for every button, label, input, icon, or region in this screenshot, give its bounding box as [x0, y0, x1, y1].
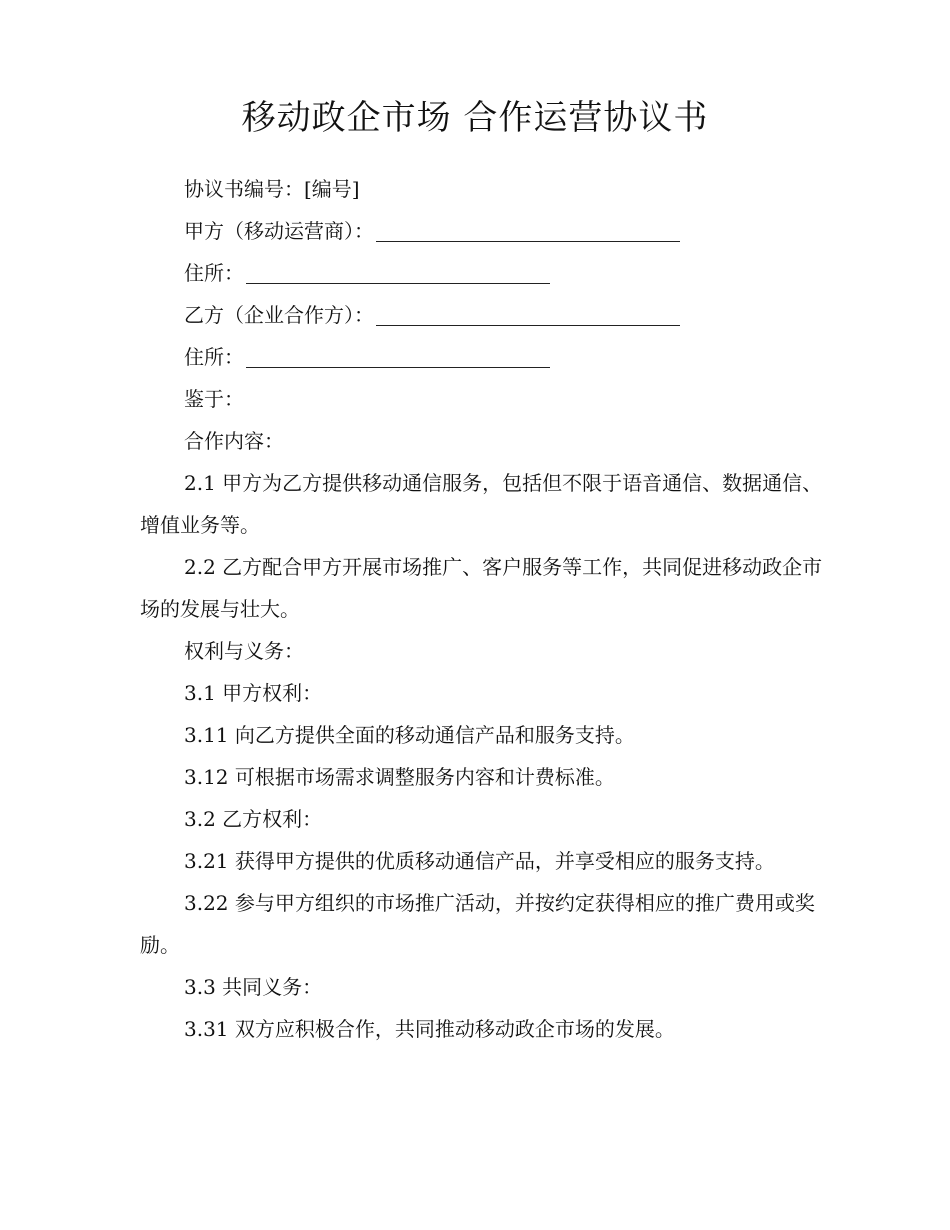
party-a-label: 甲方（移动运营商）：	[184, 219, 374, 243]
clause-3-31: 3.31 双方应积极合作，共同推动移动政企市场的发展。	[184, 1017, 675, 1041]
party-b-blank	[376, 301, 680, 326]
address-a-label: 住所：	[184, 261, 244, 285]
clause-3-12: 3.12 可根据市场需求调整服务内容和计费标准。	[184, 765, 615, 789]
party-a-line	[140, 210, 840, 252]
clause-2-1: 2.1 甲方为乙方提供移动通信服务，包括但不限于语音通信、数据通信、增值业务等。	[140, 471, 823, 537]
document-title: 移动政企市场 合作运营协议书	[241, 98, 709, 138]
party-b-line	[140, 294, 840, 336]
clause-3-21: 3.21 获得甲方提供的优质移动通信产品，并享受相应的服务支持。	[184, 849, 775, 873]
rights-heading: 权利与义务：	[184, 639, 304, 663]
party-b-label: 乙方（企业合作方）：	[184, 303, 374, 327]
whereas-line: 鉴于：	[184, 387, 244, 411]
address-b-blank	[246, 343, 550, 368]
clause-3-11: 3.11 向乙方提供全面的移动通信产品和服务支持。	[184, 723, 635, 747]
address-b-label: 住所：	[184, 345, 244, 369]
document-body	[140, 168, 840, 1050]
clause-2-2: 2.2 乙方配合甲方开展市场推广、客户服务等工作，共同促进移动政企市场的发展与壮大。	[140, 555, 823, 621]
cooperation-heading: 合作内容：	[184, 429, 284, 453]
clause-3-22: 3.22 参与甲方组织的市场推广活动，并按约定获得相应的推广费用或奖励。	[140, 891, 815, 957]
address-a-blank	[246, 259, 550, 284]
address-b-line	[140, 336, 840, 378]
clause-3-2: 3.2 乙方权利：	[184, 807, 323, 831]
clause-3-1: 3.1 甲方权利：	[184, 681, 323, 705]
clause-3-3: 3.3 共同义务：	[184, 975, 323, 999]
address-a-line	[140, 252, 840, 294]
party-a-blank	[376, 217, 680, 242]
agreement-number-line: 协议书编号：[编号]	[184, 177, 360, 201]
